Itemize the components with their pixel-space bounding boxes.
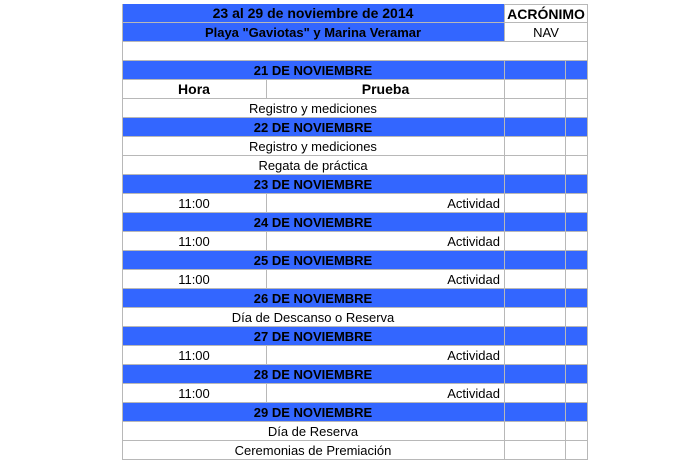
day-header (122, 175, 588, 194)
table-row (122, 422, 588, 441)
column-hora: Hora (122, 80, 267, 99)
event-name: Regata de práctica (122, 156, 505, 175)
event-time: 11:00 (122, 194, 267, 213)
event-name: Día de Descanso o Reserva (122, 308, 505, 327)
event-time: 11:00 (122, 346, 267, 365)
table-row (122, 232, 588, 251)
day-date: 21 DE NOVIEMBRE (122, 61, 505, 80)
event-name: Actividad (267, 194, 505, 213)
day-date: 26 DE NOVIEMBRE (122, 289, 505, 308)
header-row-dates (122, 4, 588, 23)
event-name: Actividad (267, 270, 505, 289)
day-date: 23 DE NOVIEMBRE (122, 175, 505, 194)
event-time: 11:00 (122, 232, 267, 251)
table-row (122, 441, 588, 460)
day-header (122, 61, 588, 80)
spacer-row (122, 42, 588, 61)
event-name: Actividad (267, 346, 505, 365)
event-name: Actividad (267, 384, 505, 403)
event-name: Día de Reserva (122, 422, 505, 441)
table-row (122, 346, 588, 365)
table-row (122, 137, 588, 156)
header-row-venue (122, 23, 588, 42)
day-header (122, 365, 588, 384)
event-name: Ceremonias de Premiación (122, 441, 505, 460)
event-name: Actividad (267, 232, 505, 251)
column-prueba: Prueba (267, 80, 505, 99)
day-date: 28 DE NOVIEMBRE (122, 365, 505, 384)
day-date: 24 DE NOVIEMBRE (122, 213, 505, 232)
day-date: 22 DE NOVIEMBRE (122, 118, 505, 137)
day-header (122, 403, 588, 422)
event-dates: 23 al 29 de noviembre de 2014 (122, 4, 505, 23)
day-date: 25 DE NOVIEMBRE (122, 251, 505, 270)
event-venue: Playa "Gaviotas" y Marina Veramar (122, 23, 505, 42)
table-row (122, 384, 588, 403)
table-row (122, 270, 588, 289)
day-header (122, 289, 588, 308)
day-header (122, 251, 588, 270)
event-name: Registro y mediciones (122, 137, 505, 156)
table-row (122, 99, 588, 118)
table-row (122, 156, 588, 175)
acronym-value: NAV (505, 23, 588, 42)
day-header (122, 327, 588, 346)
day-date: 27 DE NOVIEMBRE (122, 327, 505, 346)
table-row (122, 194, 588, 213)
column-header-row (122, 80, 588, 99)
acronym-label: ACRÓNIMO (505, 4, 588, 23)
day-date: 29 DE NOVIEMBRE (122, 403, 505, 422)
table-row (122, 308, 588, 327)
event-time: 11:00 (122, 384, 267, 403)
event-time: 11:00 (122, 270, 267, 289)
day-header (122, 213, 588, 232)
day-header (122, 118, 588, 137)
event-name: Registro y mediciones (122, 99, 505, 118)
